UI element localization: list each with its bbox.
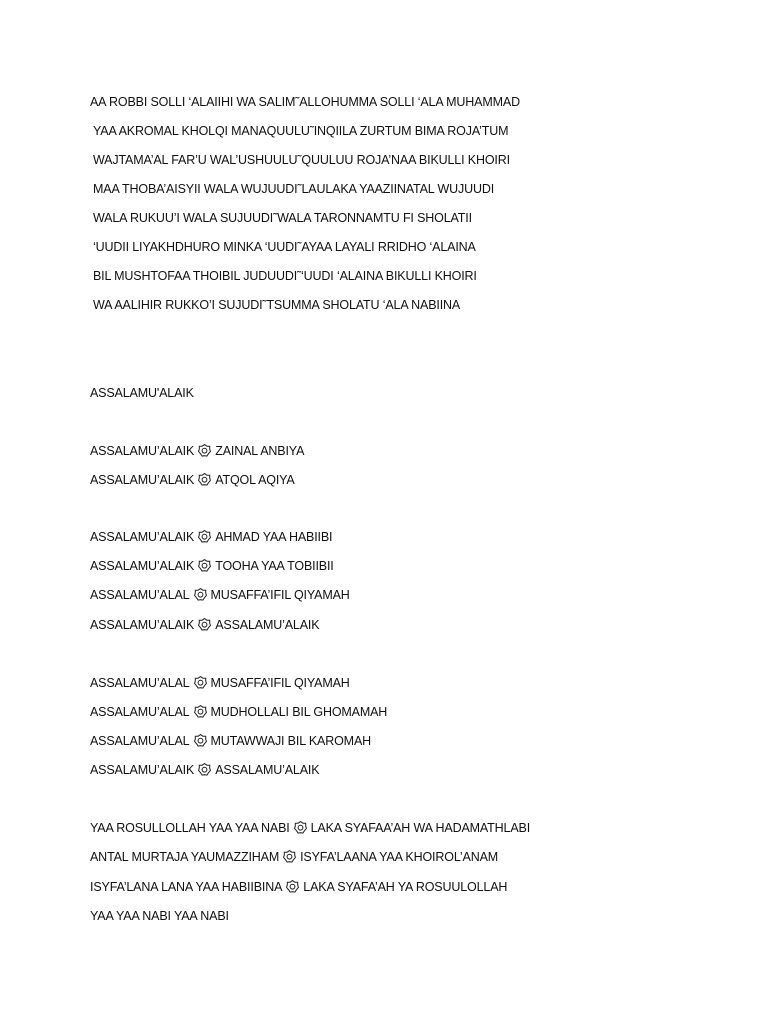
verse-part-a: ASSALAMU’ALAIK	[90, 618, 195, 632]
ornament-icon	[198, 763, 211, 776]
intro-line-6: ‘UUDII LIYAKHDHURO MINKA ‘UUDI˜AYAA LAYALI RRIDHO ‘ALAINA	[93, 240, 476, 254]
verse-line	[90, 529, 332, 545]
verse-part-b: LAKA SYAFA’AH YA ROSUULOLLAH	[303, 880, 508, 894]
verse-part-a: ASSALAMU’ALAIK	[90, 530, 195, 544]
verse-part-a: ASSALAMU’ALAIK	[90, 763, 195, 777]
ornament-icon	[198, 473, 211, 486]
verse-part-b: LAKA SYAFAA’AH WA HADAMATHLABI	[310, 821, 531, 835]
ornament-icon	[194, 676, 207, 689]
ornament-icon	[198, 559, 211, 572]
verse-part-a: ASSALAMU’ALAIK	[90, 444, 195, 458]
verse-line	[90, 558, 334, 574]
intro-line-1: AA ROBBI SOLLI ‘ALAIIHI WA SALIM˜ALLOHUMMA SOLLI ‘ALA MUHAMMAD	[90, 95, 520, 109]
closing-line: YAA YAA NABI YAA NABI	[90, 909, 229, 923]
verse-part-a: ASSALAMU’ALAL	[90, 734, 190, 748]
verse-part-a: ASSALAMU’ALAL	[90, 588, 190, 602]
intro-line-4: MAA THOBA’AISYII WALA WUJUUDI˜LAULAKA YAAZIINATAL WUJUUDI	[93, 182, 495, 196]
verse-part-b: TOOHA YAA TOBIIBII	[215, 559, 334, 573]
verse-part-a: ASSALAMU’ALAL	[90, 676, 190, 690]
intro-line-2: YAA AKROMAL KHOLQI MANAQUULU˜INQIILA ZURTUM BIMA ROJA’TUM	[93, 124, 509, 138]
verse-part-a: ASSALAMU’ALAIK	[90, 473, 195, 487]
verse-part-b: ZAINAL ANBIYA	[215, 444, 305, 458]
ornament-icon	[294, 821, 307, 834]
verse-line	[90, 733, 371, 749]
intro-line-7: BIL MUSHTOFAA THOIBIL JUDUUDI˜‘UUDI ‘ALAINA BIKULLI KHOIRI	[93, 269, 477, 283]
verse-part-a: YAA ROSULLOLLAH YAA YAA NABI	[90, 821, 290, 835]
verse-part-b: ASSALAMU’ALAIK	[215, 763, 320, 777]
ornament-icon	[198, 618, 211, 631]
verse-part-b: MUTAWWAJI BIL KAROMAH	[210, 734, 372, 748]
ornament-icon	[194, 734, 207, 747]
ornament-icon	[198, 444, 211, 457]
verse-part-b: MUSAFFA’IFIL QIYAMAH	[210, 676, 350, 690]
verse-part-b: ATQOL AQIYA	[215, 473, 295, 487]
verse-line	[90, 820, 530, 836]
verse-line	[90, 587, 350, 603]
intro-line-3: WAJTAMA’AL FAR’U WAL’USHUULU˜QUULUU ROJA’NAA BIKULLI KHOIRI	[93, 153, 510, 167]
verse-line	[90, 704, 387, 720]
ornament-icon	[286, 880, 299, 893]
verse-line	[90, 443, 304, 459]
verse-line	[90, 472, 295, 488]
ornament-icon	[194, 705, 207, 718]
verse-part-b: ISYFA’LAANA YAA KHOIROL’ANAM	[300, 850, 499, 864]
verse-part-a: ISYFA’LANA LANA YAA HABIIBINA	[90, 880, 283, 894]
ornament-icon	[194, 588, 207, 601]
section-heading: ASSALAMU'ALAIK	[90, 386, 194, 400]
verse-part-b: ASSALAMU’ALAIK	[215, 618, 320, 632]
verse-part-a: ASSALAMU’ALAL	[90, 705, 190, 719]
verse-part-b: MUSAFFA’IFIL QIYAMAH	[210, 588, 350, 602]
verse-line	[90, 675, 350, 691]
verse-line	[90, 879, 507, 895]
verse-part-a: ASSALAMU’ALAIK	[90, 559, 195, 573]
intro-line-5: WALA RUKUU’I WALA SUJUUDI˜WALA TARONNAMTU FI SHOLATII	[93, 211, 472, 225]
verse-line	[90, 617, 319, 633]
verse-part-a: ANTAL MURTAJA YAUMAZZIHAM	[90, 850, 280, 864]
verse-part-b: AHMAD YAA HABIIBI	[215, 530, 333, 544]
ornament-icon	[198, 530, 211, 543]
verse-part-b: MUDHOLLALI BIL GHOMAMAH	[210, 705, 388, 719]
verse-line	[90, 849, 498, 865]
ornament-icon	[283, 850, 296, 863]
intro-line-8: WA AALIHIR RUKKO’I SUJUDI˜TSUMMA SHOLATU ‘ALA NABIINA	[93, 298, 461, 312]
verse-line	[90, 762, 319, 778]
